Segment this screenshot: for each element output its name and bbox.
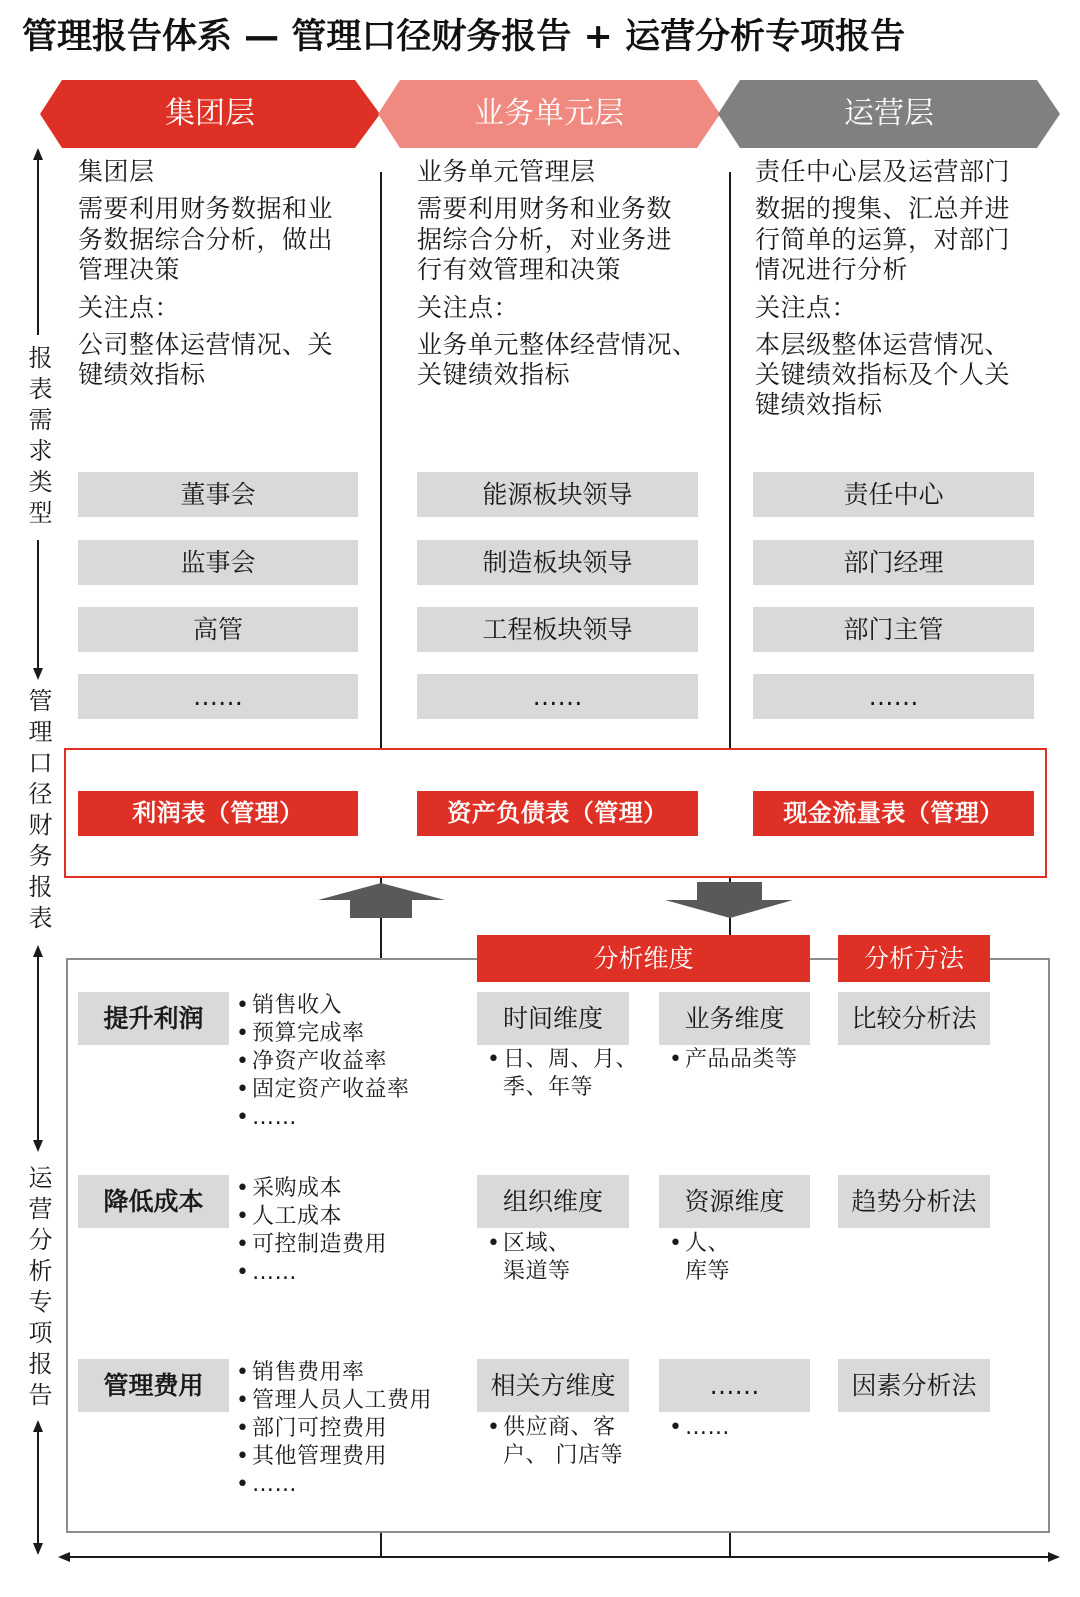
column-desc-line: 行有效管理和决策 (417, 255, 622, 284)
column-desc-line: 务数据综合分析，做出 (78, 225, 334, 254)
metric-item: • 销售费用率 (252, 1359, 432, 1387)
role-box: 高管 (78, 607, 358, 652)
dimension-box: 组织维度 (477, 1175, 629, 1228)
goal-box: 提升利润 (78, 992, 229, 1045)
role-box: 能源板块领导 (417, 472, 698, 517)
column-desc-line: 需要利用财务数据和业 (78, 194, 334, 223)
header-label-business-unit: 业务单元层 (474, 96, 624, 131)
axis-arrow-down-icon (33, 668, 43, 680)
role-box: 工程板块领导 (417, 607, 698, 652)
report-balance-sheet: 资产负债表（管理） (417, 791, 698, 836)
axis-label-report-demand: 报表需求类型 (24, 345, 52, 531)
column-desc-line: 数据的搜集、汇总并进 (755, 194, 1011, 223)
axis-arrow-left-icon (58, 1552, 70, 1562)
column-desc-line: 行简单的运算，对部门 (755, 225, 1011, 254)
role-box: 部门主管 (753, 607, 1034, 652)
dimension-note: 户、 门店等 (503, 1443, 623, 1468)
tab-analysis-dimension: 分析维度 (477, 935, 810, 982)
role-box: 责任中心 (753, 472, 1034, 517)
dimension-box: …… (659, 1359, 810, 1412)
header-label-operations: 运营层 (844, 96, 934, 131)
metric-list (252, 1359, 432, 1499)
method-box: 因素分析法 (838, 1359, 990, 1412)
dimension-box: 资源维度 (659, 1175, 810, 1228)
dimension-note: • 产品品类等 (685, 1046, 798, 1074)
dimension-note: • 供应商、客 (503, 1414, 623, 1442)
page-title: 管理报告体系 — 管理口径财务报告 + 运营分析专项报告 (22, 17, 906, 57)
focus-line: 关键绩效指标及个人关 (755, 360, 1011, 389)
column-desc-line: 据综合分析，对业务进 (417, 225, 673, 254)
axis-arrow-down-icon (33, 1140, 43, 1152)
role-box: …… (78, 674, 358, 719)
metric-item: • 净资产收益率 (252, 1048, 410, 1076)
bottom-axis (58, 1552, 1060, 1562)
focus-line: 公司整体运营情况、关 (78, 330, 334, 359)
metric-item: • 人工成本 (252, 1203, 387, 1231)
metric-item: • 其他管理费用 (252, 1443, 432, 1471)
dimension-notes (685, 1414, 730, 1442)
down-block-arrow-icon (665, 882, 793, 918)
metric-item: • 采购成本 (252, 1175, 387, 1203)
focus-line: 键绩效指标 (755, 390, 883, 419)
metric-item: • 预算完成率 (252, 1020, 410, 1048)
column-heading: 业务单元管理层 (417, 157, 596, 186)
role-box: 制造板块领导 (417, 540, 698, 585)
dimension-notes (503, 1414, 623, 1470)
role-box: 董事会 (78, 472, 358, 517)
role-box: 部门经理 (753, 540, 1034, 585)
metric-list (252, 992, 410, 1132)
column-desc-line: 情况进行分析 (755, 255, 909, 284)
axis-label-ops-analysis: 运营分析专项报告 (24, 1165, 52, 1413)
focus-line: 业务单元整体经营情况、 (417, 330, 698, 359)
metric-item: • …… (252, 1259, 387, 1287)
metric-item: • …… (252, 1471, 432, 1499)
focus-line: 关键绩效指标 (417, 360, 571, 389)
dimension-note: • 日、周、月、 (503, 1046, 638, 1074)
dimension-note: • …… (685, 1414, 730, 1442)
dimension-note: 渠道等 (503, 1259, 571, 1284)
dimension-note: • 人、 (685, 1230, 730, 1258)
focus-line: 本层级整体运营情况、 (755, 330, 1011, 359)
role-box: 监事会 (78, 540, 358, 585)
goal-box: 降低成本 (78, 1175, 229, 1228)
metric-item: • 销售收入 (252, 992, 410, 1020)
metric-list (252, 1175, 387, 1287)
report-cash-flow: 现金流量表（管理） (753, 791, 1034, 836)
dimension-note: 季、年等 (503, 1075, 594, 1100)
method-box: 趋势分析法 (838, 1175, 990, 1228)
axis-arrow-right-icon (1048, 1552, 1060, 1562)
dimension-note: 库等 (685, 1259, 731, 1284)
column-heading: 集团层 (78, 157, 155, 186)
column-desc-line: 需要利用财务和业务数 (417, 194, 673, 223)
dimension-box: 时间维度 (477, 992, 629, 1045)
dimension-box: 业务维度 (659, 992, 810, 1045)
column-desc-line: 管理决策 (78, 255, 181, 284)
dimension-notes (503, 1230, 571, 1286)
axis-arrow-down-icon (33, 1543, 43, 1555)
up-block-arrow-icon (318, 883, 445, 918)
dimension-note: • 区域、 (503, 1230, 571, 1258)
focus-line: 键绩效指标 (78, 360, 206, 389)
dimension-box: 相关方维度 (477, 1359, 629, 1412)
role-box: …… (417, 674, 698, 719)
header-label-group: 集团层 (165, 96, 255, 131)
report-income-statement: 利润表（管理） (78, 791, 358, 836)
dimension-notes (685, 1230, 730, 1286)
tab-analysis-method: 分析方法 (838, 935, 990, 982)
focus-label: 关注点： (755, 293, 858, 322)
metric-item: • 部门可控费用 (252, 1415, 432, 1443)
metric-item: • 可控制造费用 (252, 1231, 387, 1259)
dimension-notes (503, 1046, 638, 1102)
metric-item: • …… (252, 1104, 410, 1132)
method-box: 比较分析法 (838, 992, 990, 1045)
column-heading: 责任中心层及运营部门 (755, 157, 1011, 186)
metric-item: • 管理人员人工费用 (252, 1387, 432, 1415)
goal-box: 管理费用 (78, 1359, 229, 1412)
focus-label: 关注点： (417, 293, 520, 322)
metric-item: • 固定资产收益率 (252, 1076, 410, 1104)
axis-label-mgmt-financial: 管理口径财务报表 (24, 688, 52, 936)
focus-label: 关注点： (78, 293, 181, 322)
role-box: …… (753, 674, 1034, 719)
dimension-notes (685, 1046, 798, 1074)
